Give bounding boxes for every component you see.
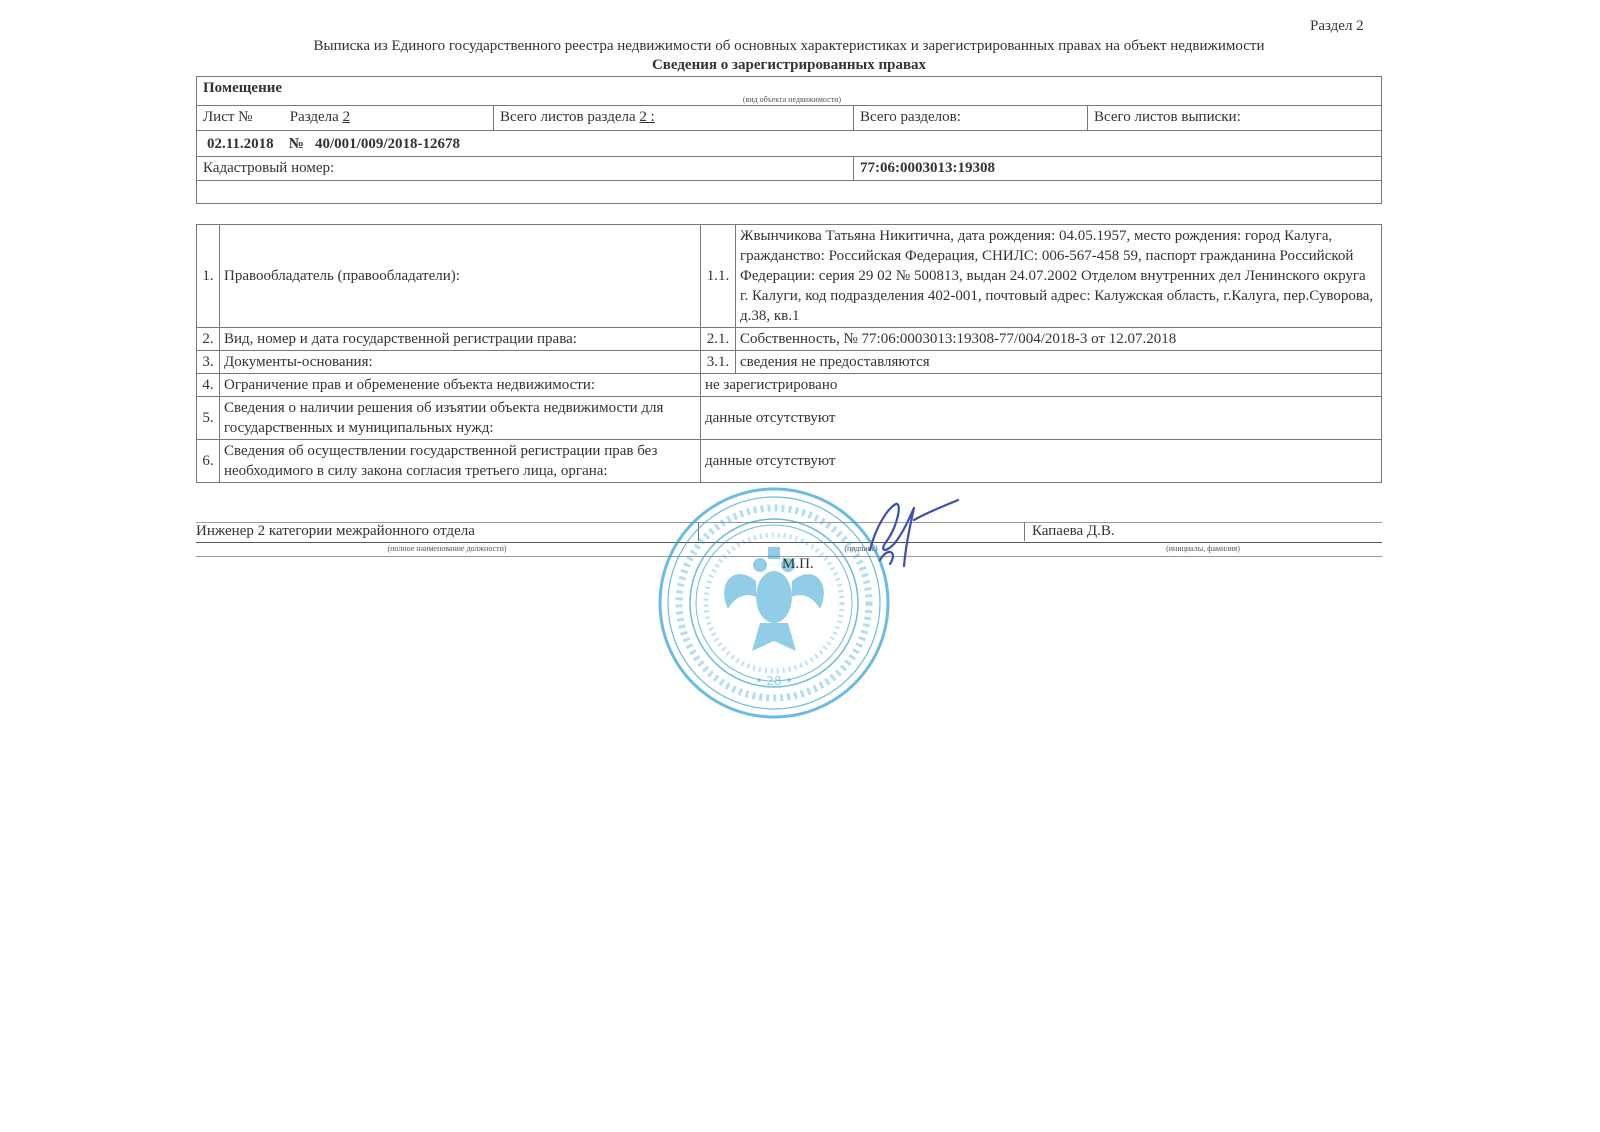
table-row	[197, 225, 1382, 328]
number-sign: №	[288, 135, 304, 152]
section-number-value: 2	[342, 109, 351, 125]
section-number-label: Раздела	[289, 109, 339, 125]
stamp-place-label: М.П.	[782, 556, 814, 572]
row-value: Собственность, № 77:06:0003013:19308-77/004/2018-3 от 12.07.2018	[736, 328, 1382, 351]
row-number: 1.	[197, 225, 220, 328]
total-sheets-section-value: 2 :	[639, 109, 655, 125]
table-row	[197, 440, 1382, 483]
row-number: 2.	[197, 328, 220, 351]
sheets-row	[197, 105, 1381, 131]
cadastral-number: 77:06:0003013:19308	[853, 157, 995, 180]
row-value: данные отсутствуют	[701, 397, 1382, 440]
registration-date-number	[201, 134, 460, 154]
row-label: Правообладатель (правообладатели):	[220, 225, 701, 328]
total-sections-cell	[853, 105, 1088, 130]
cadastral-label: Кадастровый номер:	[203, 160, 335, 176]
row-value: Жвынчикова Татьяна Никитична, дата рождения: 04.05.1957, место рождения: город Калуга, гражданство: Российская Федерация, СНИЛС: 006-567-458 59, паспорт гражданина Российской Федерации: серия 29 02 № 500813, выдан 24.07.2002 Отделом внутренних дел Ленинского округа г. Калуги, код подразделения 402-001, почтовый адрес: Калужская область, г.Калуга, пер.Суворова, д.38, кв.1	[736, 225, 1382, 328]
document-subtitle: Сведения о зарегистрированных правах	[651, 57, 927, 73]
sheet-label: Лист №	[203, 109, 253, 125]
table-row	[197, 397, 1382, 440]
header-block	[196, 76, 1382, 204]
name-caption: (инициалы, фамилия)	[1166, 544, 1240, 553]
object-type: Помещение	[203, 80, 283, 96]
position-title: Инженер 2 категории межрайонного отдела	[196, 523, 475, 539]
table-row	[197, 374, 1382, 397]
row-subnumber: 1.1.	[701, 225, 736, 328]
registration-row	[197, 130, 1381, 181]
sheet-number-cell	[197, 105, 493, 130]
row-value: сведения не предоставляются	[736, 351, 1382, 374]
official-seal	[656, 485, 892, 721]
row-number: 4.	[197, 374, 220, 397]
row-number: 6.	[197, 440, 220, 483]
total-sheets-section-label: Всего листов раздела	[500, 109, 636, 125]
row-label: Документы-основания:	[220, 351, 701, 374]
table-row	[197, 328, 1382, 351]
svg-text:• 28 •: • 28 •	[755, 674, 793, 688]
row-value: не зарегистрировано	[701, 374, 1382, 397]
row-value: данные отсутствуют	[701, 440, 1382, 483]
sign-caption: (подпись)	[844, 544, 878, 553]
document-title: Выписка из Единого государственного реестра недвижимости об основных характеристиках и зарегистрированных правах на объект недвижимости	[313, 38, 1265, 54]
table-row	[197, 351, 1382, 374]
row-label: Сведения об осуществлении государственной регистрации прав без необходимого в силу закона согласия третьего лица, органа:	[220, 440, 701, 483]
row-number: 5.	[197, 397, 220, 440]
position-caption: (полное наименование должности)	[387, 544, 507, 553]
row-subnumber: 3.1.	[701, 351, 736, 374]
total-sheets-section-cell	[493, 105, 850, 130]
row-label: Вид, номер и дата государственной регистрации права:	[220, 328, 701, 351]
handwritten-signature	[858, 486, 978, 576]
row-number: 3.	[197, 351, 220, 374]
section-label: Раздел 2	[1310, 18, 1364, 34]
total-sections-label: Всего разделов:	[860, 109, 961, 125]
total-sheets-extract-cell	[1087, 105, 1381, 130]
object-type-row	[197, 77, 1381, 106]
row-label: Ограничение прав и обременение объекта недвижимости:	[220, 374, 701, 397]
row-subnumber: 2.1.	[701, 328, 736, 351]
row-label: Сведения о наличии решения об изъятии объекта недвижимости для государственных и муниципальных нужд:	[220, 397, 701, 440]
extract-date: 02.11.2018	[207, 135, 274, 152]
total-sheets-extract-label: Всего листов выписки:	[1094, 109, 1241, 125]
signer-name: Капаева Д.В.	[1032, 523, 1115, 539]
rights-table	[196, 224, 1382, 483]
extract-number: 40/001/009/2018-12678	[315, 135, 461, 152]
object-type-caption: (вид объекта недвижимости)	[742, 95, 842, 104]
